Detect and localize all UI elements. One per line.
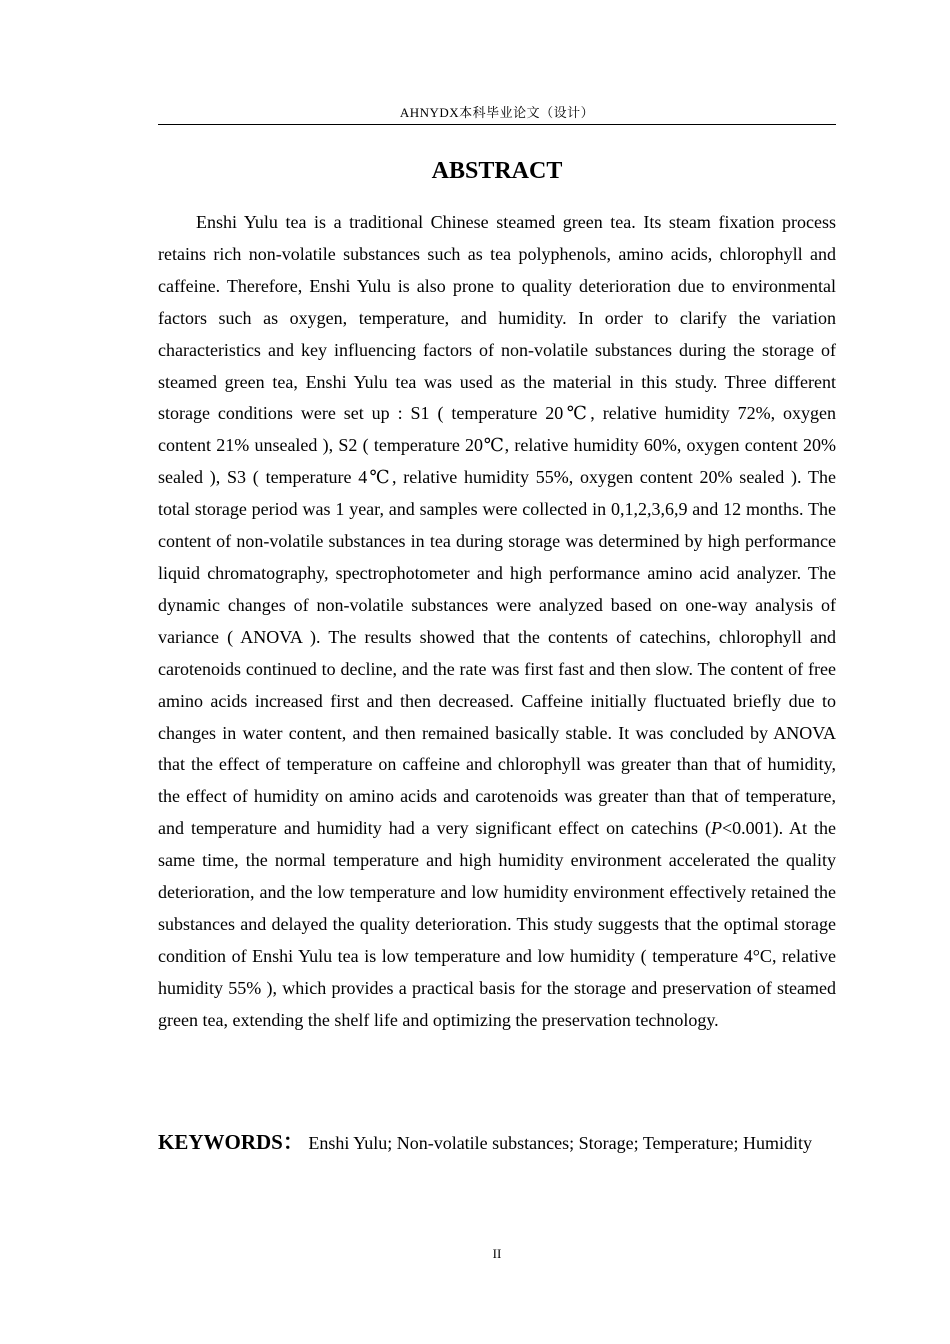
running-header: AHNYDX本科毕业论文（设计）: [399, 105, 595, 120]
abstract-text-part1: Enshi Yulu tea is a traditional Chinese steamed green tea. Its steam fixation process retains rich non-volatile substances such as tea polyphenols, amino acids, chlorophyll and caffeine. Therefore, Enshi Yulu is also prone to quality deterioration due to environmental factors such as oxygen, temperature, and humidity. In order to clarify the variation characteristics and key influencing factors of non-volatile substances during the storage of steamed green tea, Enshi Yulu tea was used as the material in this study. Three different storage conditions were set up : S1 ( temperature 20℃, relative humidity 72%, oxygen content 21% unsealed ), S2 ( temperature 20℃, relative humidity 60%, oxygen content 20% sealed ), S3 ( temperature 4℃, relative humidity 55%, oxygen content 20% sealed ). The total storage period was 1 year, and samples were collected in 0,1,2,3,6,9 and 12 months. The content of non-volatile substances in tea during storage was determined by high performance liquid chromatography, spectrophotometer and high performance amino acid analyzer. The dynamic changes of non-volatile substances were analyzed based on one-way analysis of variance ( ANOVA ). The results showed that the contents of catechins, chlorophyll and carotenoids continued to decline, and the rate was first fast and then slow. The content of free amino acids increased first and then decreased. Caffeine initially fluctuated briefly due to changes in water content, and then remained basically stable. It was concluded by ANOVA that the effect of temperature on caffeine and chlorophyll was greater than that of humidity, the effect of humidity on amino acids and carotenoids was greater than that of temperature, and temperature and humidity had a very significant effect on catechins (: [158, 212, 836, 839]
keywords-label: KEYWORDS：: [158, 1130, 304, 1154]
keywords-section: [158, 1129, 836, 1156]
p-value-symbol: P: [710, 818, 722, 839]
abstract-text-part2: <0.001). At the same time, the normal temperature and high humidity environment accelerated the quality deterioration, and the low temperature and low humidity environment effectively retained the substances and delayed the quality deterioration. This study suggests that the optimal storage condition of Enshi Yulu tea is low temperature and low humidity ( temperature 4°C, relative humidity 55% ), which provides a practical basis for the storage and preservation of steamed green tea, extending the shelf life and optimizing the preservation technology.: [158, 818, 836, 1030]
header-rule: [158, 124, 836, 125]
keywords-text: Enshi Yulu; Non-volatile substances; Storage; Temperature; Humidity: [303, 1133, 813, 1153]
page-number: II: [492, 1246, 502, 1261]
page-title: ABSTRACT: [431, 158, 563, 184]
abstract-paragraph: [158, 207, 836, 1037]
